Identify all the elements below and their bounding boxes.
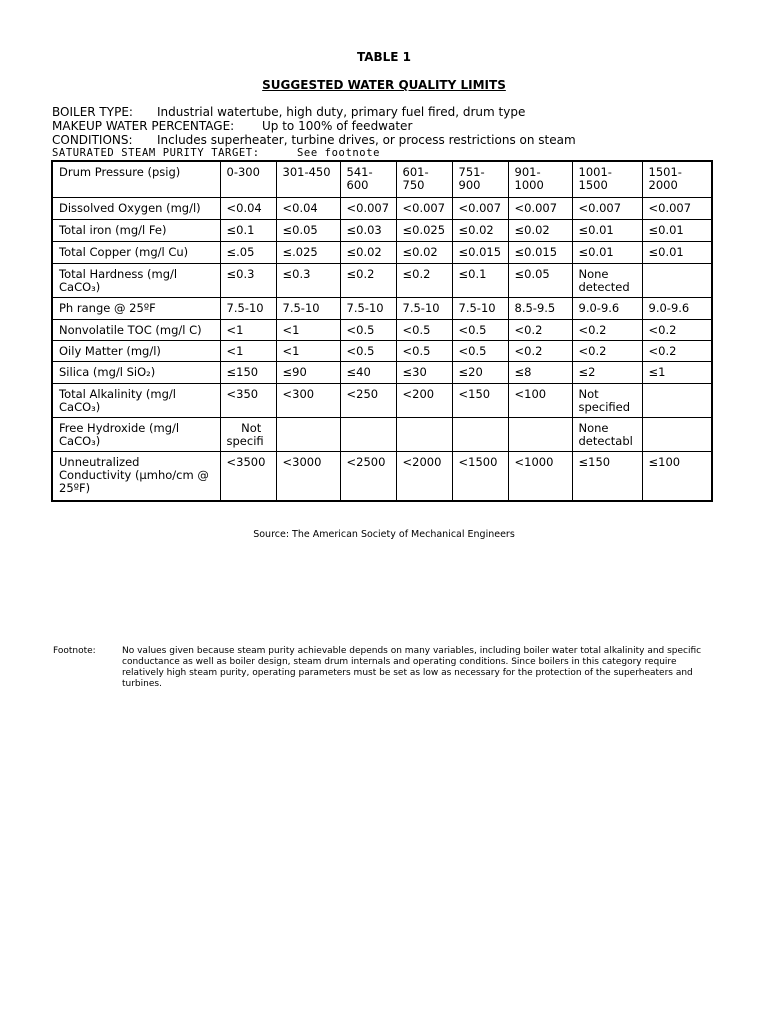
value-cell: ≤.025 — [276, 241, 340, 263]
parameter-cell: Silica (mg/l SiO₂) — [52, 361, 220, 383]
value-cell: ≤40 — [340, 361, 396, 383]
value-cell: ≤.05 — [220, 241, 276, 263]
value-cell: 7.5-10 — [396, 297, 452, 319]
value-cell: <0.007 — [340, 197, 396, 219]
value-cell: 9.0-9.6 — [572, 297, 642, 319]
parameter-cell: Dissolved Oxygen (mg/l) — [52, 197, 220, 219]
value-cell: 541- 600 — [340, 161, 396, 197]
value-cell: ≤0.02 — [396, 241, 452, 263]
value-cell: <100 — [508, 383, 572, 417]
table-number: TABLE 1 — [356, 50, 412, 64]
value-cell: <0.04 — [276, 197, 340, 219]
value-cell: ≤0.015 — [508, 241, 572, 263]
value-cell: Not specified — [572, 383, 642, 417]
value-cell: 7.5-10 — [220, 297, 276, 319]
table-row — [52, 361, 712, 383]
value-cell: <1000 — [508, 451, 572, 501]
table-title: SUGGESTED WATER QUALITY LIMITS — [262, 78, 506, 92]
value-cell: 7.5-10 — [276, 297, 340, 319]
value-cell: <0.007 — [508, 197, 572, 219]
parameter-cell: Total Alkalinity (mg/l CaCO₃) — [52, 383, 220, 417]
boiler-type-value: Industrial watertube, high duty, primary fuel fired, drum type — [157, 105, 526, 119]
value-cell: 1501- 2000 — [642, 161, 712, 197]
value-cell: ≤90 — [276, 361, 340, 383]
footnote-label: Footnote: — [53, 646, 96, 656]
value-cell: ≤0.02 — [340, 241, 396, 263]
value-cell — [642, 263, 712, 297]
value-cell — [508, 417, 572, 451]
value-cell: 0-300 — [220, 161, 276, 197]
value-cell: ≤8 — [508, 361, 572, 383]
table-row — [52, 417, 712, 451]
table-row — [52, 319, 712, 340]
value-cell: ≤2 — [572, 361, 642, 383]
value-cell: ≤0.025 — [396, 219, 452, 241]
boiler-type-line — [52, 105, 525, 119]
parameter-cell: Drum Pressure (psig) — [52, 161, 220, 197]
value-cell — [452, 417, 508, 451]
table-row — [52, 197, 712, 219]
value-cell: 301-450 — [276, 161, 340, 197]
table-row — [52, 340, 712, 361]
value-cell: 7.5-10 — [452, 297, 508, 319]
value-cell — [276, 417, 340, 451]
value-cell: ≤20 — [452, 361, 508, 383]
value-cell: ≤0.1 — [452, 263, 508, 297]
value-cell: ≤100 — [642, 451, 712, 501]
value-cell: <1 — [220, 319, 276, 340]
table-row — [52, 241, 712, 263]
parameter-cell: Free Hydroxide (mg/l CaCO₃) — [52, 417, 220, 451]
value-cell: <0.5 — [396, 340, 452, 361]
table-row — [52, 451, 712, 501]
value-cell: <0.007 — [642, 197, 712, 219]
table-row — [52, 219, 712, 241]
conditions-value: Includes superheater, turbine drives, or process restrictions on steam — [157, 133, 576, 147]
makeup-water-value: Up to 100% of feedwater — [262, 119, 413, 133]
value-cell — [642, 417, 712, 451]
value-cell: <2000 — [396, 451, 452, 501]
value-cell: <150 — [452, 383, 508, 417]
value-cell — [396, 417, 452, 451]
value-cell: <0.2 — [572, 340, 642, 361]
value-cell: <0.5 — [340, 319, 396, 340]
value-cell — [642, 383, 712, 417]
makeup-water-label: MAKEUP WATER PERCENTAGE: — [52, 119, 235, 133]
value-cell: <250 — [340, 383, 396, 417]
footnote-text: No values given because steam purity achievable depends on many variables, including boiler water total alkalinity and specific conductance as well as boiler design, steam drum internals and operating conditions. Since boilers in this category require relatively high steam purity, operating parameters must be set as low as necessary for the protection of the superheaters and turbines. — [122, 646, 702, 689]
value-cell: 751- 900 — [452, 161, 508, 197]
value-cell: 9.0-9.6 — [642, 297, 712, 319]
value-cell: <0.007 — [452, 197, 508, 219]
value-cell: ≤0.05 — [276, 219, 340, 241]
value-cell: None detectabl — [572, 417, 642, 451]
value-cell: ≤0.1 — [220, 219, 276, 241]
value-cell: 601- 750 — [396, 161, 452, 197]
value-cell: <0.5 — [452, 340, 508, 361]
value-cell: <3500 — [220, 451, 276, 501]
value-cell: ≤150 — [572, 451, 642, 501]
value-cell: <3000 — [276, 451, 340, 501]
value-cell: ≤0.015 — [452, 241, 508, 263]
value-cell: <300 — [276, 383, 340, 417]
value-cell: ≤0.02 — [452, 219, 508, 241]
value-cell: ≤0.01 — [572, 219, 642, 241]
value-cell: ≤0.05 — [508, 263, 572, 297]
steam-purity-label: SATURATED STEAM PURITY TARGET: — [52, 147, 260, 159]
parameter-cell: Total iron (mg/l Fe) — [52, 219, 220, 241]
value-cell: 1001- 1500 — [572, 161, 642, 197]
table-row — [52, 263, 712, 297]
value-cell: ≤0.2 — [396, 263, 452, 297]
value-cell: Not specifi — [220, 417, 276, 451]
water-quality-table — [51, 160, 713, 502]
source-note: Source: The American Society of Mechanical Engineers — [253, 529, 515, 540]
value-cell: <1500 — [452, 451, 508, 501]
value-cell: <0.5 — [452, 319, 508, 340]
value-cell: ≤0.2 — [340, 263, 396, 297]
value-cell — [340, 417, 396, 451]
parameter-cell: Oily Matter (mg/l) — [52, 340, 220, 361]
parameter-cell: Unneutralized Conductivity (µmho/cm @ 25ºF) — [52, 451, 220, 501]
value-cell: <0.2 — [508, 340, 572, 361]
conditions-line — [52, 133, 576, 147]
value-cell: ≤0.01 — [642, 241, 712, 263]
value-cell: <0.007 — [396, 197, 452, 219]
parameter-cell: Total Copper (mg/l Cu) — [52, 241, 220, 263]
value-cell: 8.5-9.5 — [508, 297, 572, 319]
value-cell: <0.04 — [220, 197, 276, 219]
value-cell: ≤1 — [642, 361, 712, 383]
value-cell: ≤30 — [396, 361, 452, 383]
boiler-type-label: BOILER TYPE: — [52, 105, 133, 119]
value-cell: <350 — [220, 383, 276, 417]
value-cell: ≤0.03 — [340, 219, 396, 241]
value-cell: <0.2 — [572, 319, 642, 340]
value-cell: <1 — [220, 340, 276, 361]
value-cell: <1 — [276, 340, 340, 361]
parameter-cell: Nonvolatile TOC (mg/l C) — [52, 319, 220, 340]
value-cell: ≤0.01 — [642, 219, 712, 241]
value-cell: ≤0.01 — [572, 241, 642, 263]
value-cell: ≤150 — [220, 361, 276, 383]
value-cell: ≤0.02 — [508, 219, 572, 241]
conditions-label: CONDITIONS: — [52, 133, 133, 147]
value-cell: 7.5-10 — [340, 297, 396, 319]
value-cell: 901- 1000 — [508, 161, 572, 197]
steam-purity-value: See footnote — [297, 147, 381, 159]
table-row — [52, 297, 712, 319]
value-cell: <0.2 — [642, 340, 712, 361]
value-cell: <0.2 — [508, 319, 572, 340]
makeup-water-line — [52, 119, 412, 133]
value-cell: <1 — [276, 319, 340, 340]
parameter-cell: Ph range @ 25ºF — [52, 297, 220, 319]
value-cell: <2500 — [340, 451, 396, 501]
value-cell: <0.5 — [396, 319, 452, 340]
steam-purity-line — [52, 146, 380, 160]
table-row — [52, 383, 712, 417]
value-cell: None detected — [572, 263, 642, 297]
value-cell: ≤0.3 — [276, 263, 340, 297]
value-cell: ≤0.3 — [220, 263, 276, 297]
table-header-row — [52, 161, 712, 197]
parameter-cell: Total Hardness (mg/l CaCO₃) — [52, 263, 220, 297]
value-cell: <0.007 — [572, 197, 642, 219]
value-cell: <200 — [396, 383, 452, 417]
value-cell: <0.2 — [642, 319, 712, 340]
value-cell: <0.5 — [340, 340, 396, 361]
